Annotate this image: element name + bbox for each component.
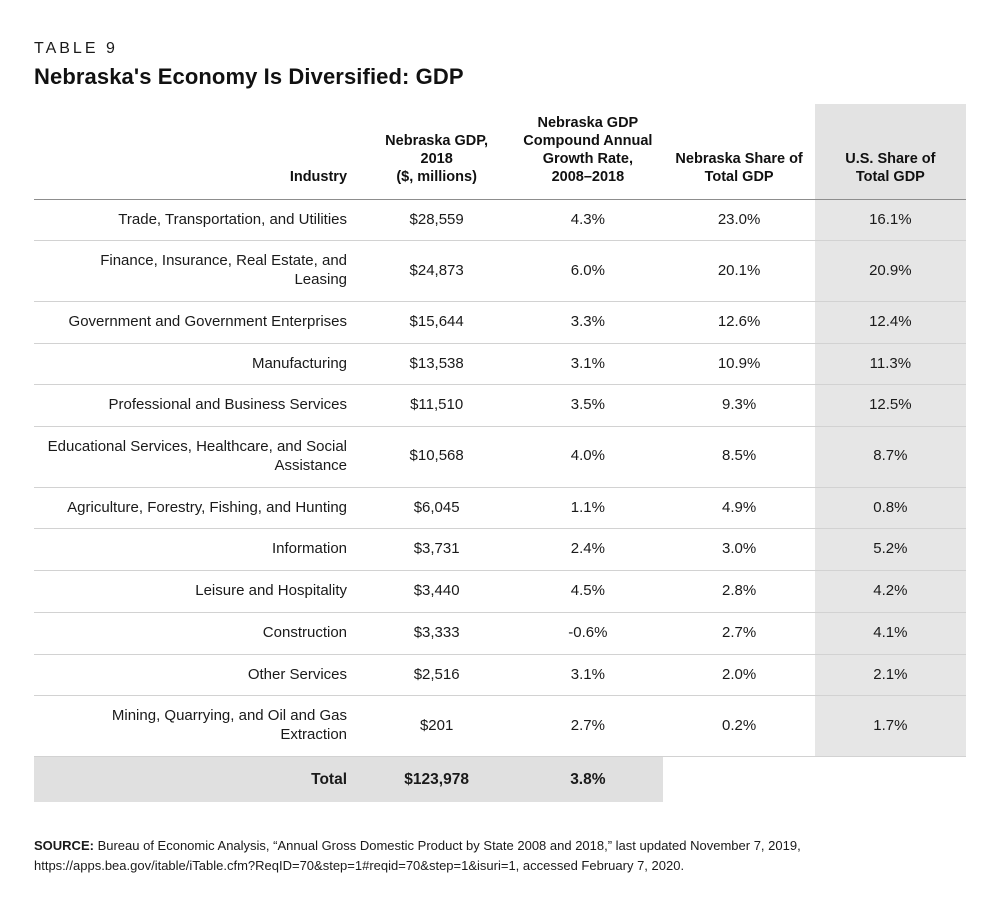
cell-total-cagr: 3.8% bbox=[512, 756, 663, 802]
cell-cagr: 2.4% bbox=[512, 529, 663, 571]
cell-gdp-2018: $6,045 bbox=[361, 487, 512, 529]
cell-industry: Educational Services, Healthcare, and Social Assistance bbox=[34, 427, 361, 488]
cell-nebraska-share: 0.2% bbox=[663, 696, 814, 757]
table-row bbox=[34, 654, 966, 696]
source-note bbox=[34, 836, 934, 875]
table-row bbox=[34, 487, 966, 529]
cell-us-share: 1.7% bbox=[815, 696, 966, 757]
cell-nebraska-share: 2.7% bbox=[663, 612, 814, 654]
cell-cagr: 2.7% bbox=[512, 696, 663, 757]
source-line-1: Bureau of Economic Analysis, “Annual Gross Domestic Product by State 2008 and 2018,” last updated November 7, 2019, bbox=[93, 838, 801, 854]
cell-us-share: 0.8% bbox=[815, 487, 966, 529]
column-header-cagr-line1: Nebraska GDP bbox=[537, 115, 639, 131]
cell-total-us-share bbox=[815, 756, 966, 802]
cell-total-label: Total bbox=[34, 756, 361, 802]
cell-nebraska-share: 20.1% bbox=[663, 241, 814, 302]
column-header-us-share-line2: Total GDP bbox=[855, 169, 925, 186]
table-row bbox=[34, 529, 966, 571]
cell-gdp-2018: $201 bbox=[361, 696, 512, 757]
cell-industry: Finance, Insurance, Real Estate, and Leasing bbox=[34, 241, 361, 302]
cell-total-gdp-2018: $123,978 bbox=[361, 756, 512, 802]
cell-cagr: 3.1% bbox=[512, 654, 663, 696]
table-row bbox=[34, 199, 966, 241]
cell-nebraska-share: 3.0% bbox=[663, 529, 814, 571]
source-label: SOURCE: bbox=[34, 838, 94, 854]
cell-cagr: 1.1% bbox=[512, 487, 663, 529]
cell-cagr: 4.0% bbox=[512, 427, 663, 488]
cell-us-share: 5.2% bbox=[815, 529, 966, 571]
column-header-us-share bbox=[815, 104, 966, 199]
cell-nebraska-share: 4.9% bbox=[663, 487, 814, 529]
cell-gdp-2018: $10,568 bbox=[361, 427, 512, 488]
table-row bbox=[34, 427, 966, 488]
cell-gdp-2018: $28,559 bbox=[361, 199, 512, 241]
table-row bbox=[34, 696, 966, 757]
cell-us-share: 16.1% bbox=[815, 199, 966, 241]
column-header-nebraska-share bbox=[663, 104, 814, 199]
cell-gdp-2018: $11,510 bbox=[361, 385, 512, 427]
page-title: Nebraska's Economy Is Diversified: GDP bbox=[34, 64, 464, 89]
column-header-cagr-line2: Compound Annual bbox=[523, 133, 653, 150]
table-row bbox=[34, 571, 966, 613]
cell-nebraska-share: 10.9% bbox=[663, 343, 814, 385]
cell-industry: Manufacturing bbox=[34, 343, 361, 385]
cell-nebraska-share: 2.0% bbox=[663, 654, 814, 696]
cell-cagr: 4.3% bbox=[512, 199, 663, 241]
cell-nebraska-share: 2.8% bbox=[663, 571, 814, 613]
cell-cagr: 6.0% bbox=[512, 241, 663, 302]
column-header-gdp-2018 bbox=[361, 104, 512, 199]
cell-cagr: 3.5% bbox=[512, 385, 663, 427]
cell-nebraska-share: 23.0% bbox=[663, 199, 814, 241]
cell-cagr: -0.6% bbox=[512, 612, 663, 654]
cell-industry: Leisure and Hospitality bbox=[34, 571, 361, 613]
cell-gdp-2018: $2,516 bbox=[361, 654, 512, 696]
cell-industry: Agriculture, Forestry, Fishing, and Hunting bbox=[34, 487, 361, 529]
cell-industry: Professional and Business Services bbox=[34, 385, 361, 427]
source-line-2: https://apps.bea.gov/itable/iTable.cfm?ReqID=70&step=1#reqid=70&step=1&isuri=1, accessed February 7, 2020. bbox=[34, 857, 685, 873]
table-row bbox=[34, 385, 966, 427]
table-header-row bbox=[34, 104, 966, 199]
column-header-us-share-line1: U.S. Share of bbox=[845, 151, 936, 168]
column-header-cagr-line3: Growth Rate, bbox=[542, 151, 633, 168]
column-header-nebraska-share-line1: Nebraska Share of bbox=[675, 151, 803, 168]
table-row bbox=[34, 612, 966, 654]
column-header-industry-text: Industry bbox=[289, 169, 348, 186]
cell-cagr: 3.3% bbox=[512, 301, 663, 343]
cell-industry: Government and Government Enterprises bbox=[34, 301, 361, 343]
cell-us-share: 8.7% bbox=[815, 427, 966, 488]
cell-us-share: 20.9% bbox=[815, 241, 966, 302]
cell-nebraska-share: 9.3% bbox=[663, 385, 814, 427]
cell-nebraska-share: 12.6% bbox=[663, 301, 814, 343]
table-header bbox=[34, 104, 966, 199]
cell-cagr: 3.1% bbox=[512, 343, 663, 385]
table-row bbox=[34, 301, 966, 343]
cell-industry: Mining, Quarrying, and Oil and Gas Extraction bbox=[34, 696, 361, 757]
column-header-gdp-2018-line2: 2018 bbox=[420, 151, 453, 168]
cell-us-share: 2.1% bbox=[815, 654, 966, 696]
table-row bbox=[34, 343, 966, 385]
cell-gdp-2018: $13,538 bbox=[361, 343, 512, 385]
cell-us-share: 4.2% bbox=[815, 571, 966, 613]
cell-total-nebraska-share bbox=[663, 756, 814, 802]
cell-industry: Information bbox=[34, 529, 361, 571]
cell-gdp-2018: $15,644 bbox=[361, 301, 512, 343]
column-header-cagr bbox=[512, 104, 663, 199]
column-header-gdp-2018-line1: Nebraska GDP, bbox=[385, 133, 489, 150]
cell-gdp-2018: $24,873 bbox=[361, 241, 512, 302]
table-number-label: TABLE 9 bbox=[34, 40, 118, 57]
cell-us-share: 4.1% bbox=[815, 612, 966, 654]
cell-gdp-2018: $3,731 bbox=[361, 529, 512, 571]
cell-industry: Construction bbox=[34, 612, 361, 654]
cell-us-share: 12.4% bbox=[815, 301, 966, 343]
cell-industry: Other Services bbox=[34, 654, 361, 696]
cell-industry: Trade, Transportation, and Utilities bbox=[34, 199, 361, 241]
gdp-table bbox=[34, 104, 966, 802]
column-header-gdp-2018-line3: ($, millions) bbox=[396, 169, 477, 186]
column-header-industry bbox=[34, 104, 361, 199]
table-body bbox=[34, 199, 966, 802]
cell-cagr: 4.5% bbox=[512, 571, 663, 613]
cell-nebraska-share: 8.5% bbox=[663, 427, 814, 488]
cell-us-share: 11.3% bbox=[815, 343, 966, 385]
cell-gdp-2018: $3,440 bbox=[361, 571, 512, 613]
table-row bbox=[34, 241, 966, 302]
cell-us-share: 12.5% bbox=[815, 385, 966, 427]
column-header-nebraska-share-line2: Total GDP bbox=[704, 169, 774, 186]
cell-gdp-2018: $3,333 bbox=[361, 612, 512, 654]
column-header-cagr-line4: 2008–2018 bbox=[551, 169, 625, 186]
table-total-row bbox=[34, 756, 966, 802]
